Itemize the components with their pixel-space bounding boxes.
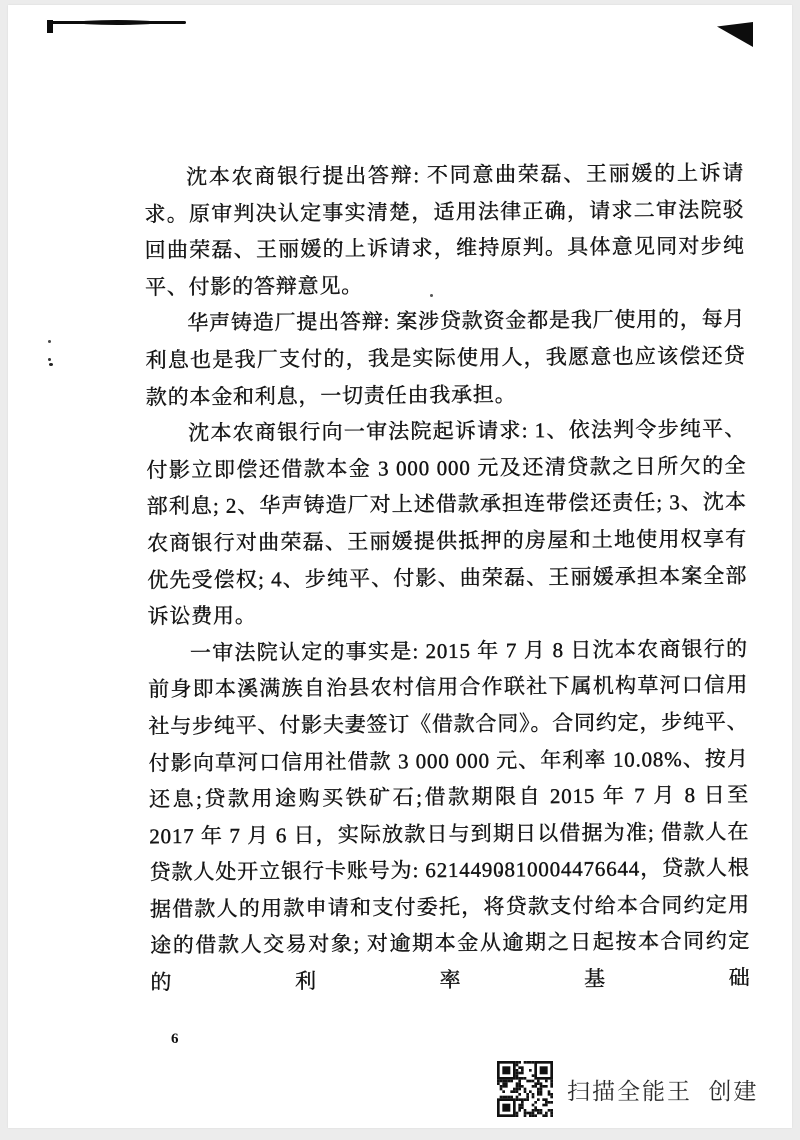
scan-artifact-top-bar — [48, 21, 186, 24]
scanner-watermark — [497, 1060, 758, 1118]
scan-artifact-corner-triangle — [717, 22, 753, 47]
paragraph-facts: 一审法院认定的事实是: 2015 年 7 月 8 日沈本农商银行的前身即本溪满族自治县农村信用合作联社下属机构草河口信用社与步纯平、付影夫妻签订《借款合同》。合同约定，步纯平、付影向草河口信用社借款 3 000 000 元、年利率 10.08%、按月还息;贷款用途购买铁矿石;借款期限自 2015 年 7 月 8 日至 2017 年 7 月 6 日，实际放款日与到期日以借据为准; 借款人在贷款人处开立银行卡账号为: 6214490810004476644，贷款人根据借款人的用款申请和支付委托，将贷款支付给本合同约定用途的借款人交易对象; 对逾期本金从逾期之日起按本合同约定的利率基础 — [148, 636, 751, 995]
scan-artifact-bar-nub — [47, 20, 53, 33]
qr-code-icon — [497, 1061, 553, 1117]
paragraph-bank-reply: 沈本农商银行提出答辩: 不同意曲荣磊、王丽媛的上诉请求。原审判决认定事实清楚，适用法律正确，请求二审法院驳回曲荣磊、王丽媛的上诉请求，维持原判。具体意见同对步纯平、付影的答辩意见。 — [144, 160, 745, 300]
page-number: 6 — [171, 1031, 179, 1047]
document-body — [144, 155, 751, 1001]
scan-speck — [48, 358, 51, 361]
paragraph-claims: 沈本农商银行向一审法院起诉请求: 1、依法判令步纯平、付影立即偿还借款本金 3 000 000 元及还清贷款之日所欠的全部利息; 2、华声铸造厂对上述借款承担连带偿还责任; 3、沈本农商银行对曲荣磊、王丽媛提供抵押的房屋和土地使用权享有优先受偿权; 4、步纯平、付影、曲荣磊、王丽媛承担本案全部诉讼费用。 — [146, 416, 748, 629]
scan-speck — [49, 363, 53, 366]
watermark-label: 扫描全能王 创建 — [567, 1077, 759, 1104]
document-page — [8, 5, 792, 1128]
scan-speck — [48, 340, 51, 343]
paragraph-foundry-reply: 华声铸造厂提出答辩: 案涉贷款资金都是我厂使用的，每月利息也是我厂支付的，我是实际使用人，我愿意也应该偿还贷款的本金和利息，一切责任由我承担。 — [145, 307, 746, 409]
